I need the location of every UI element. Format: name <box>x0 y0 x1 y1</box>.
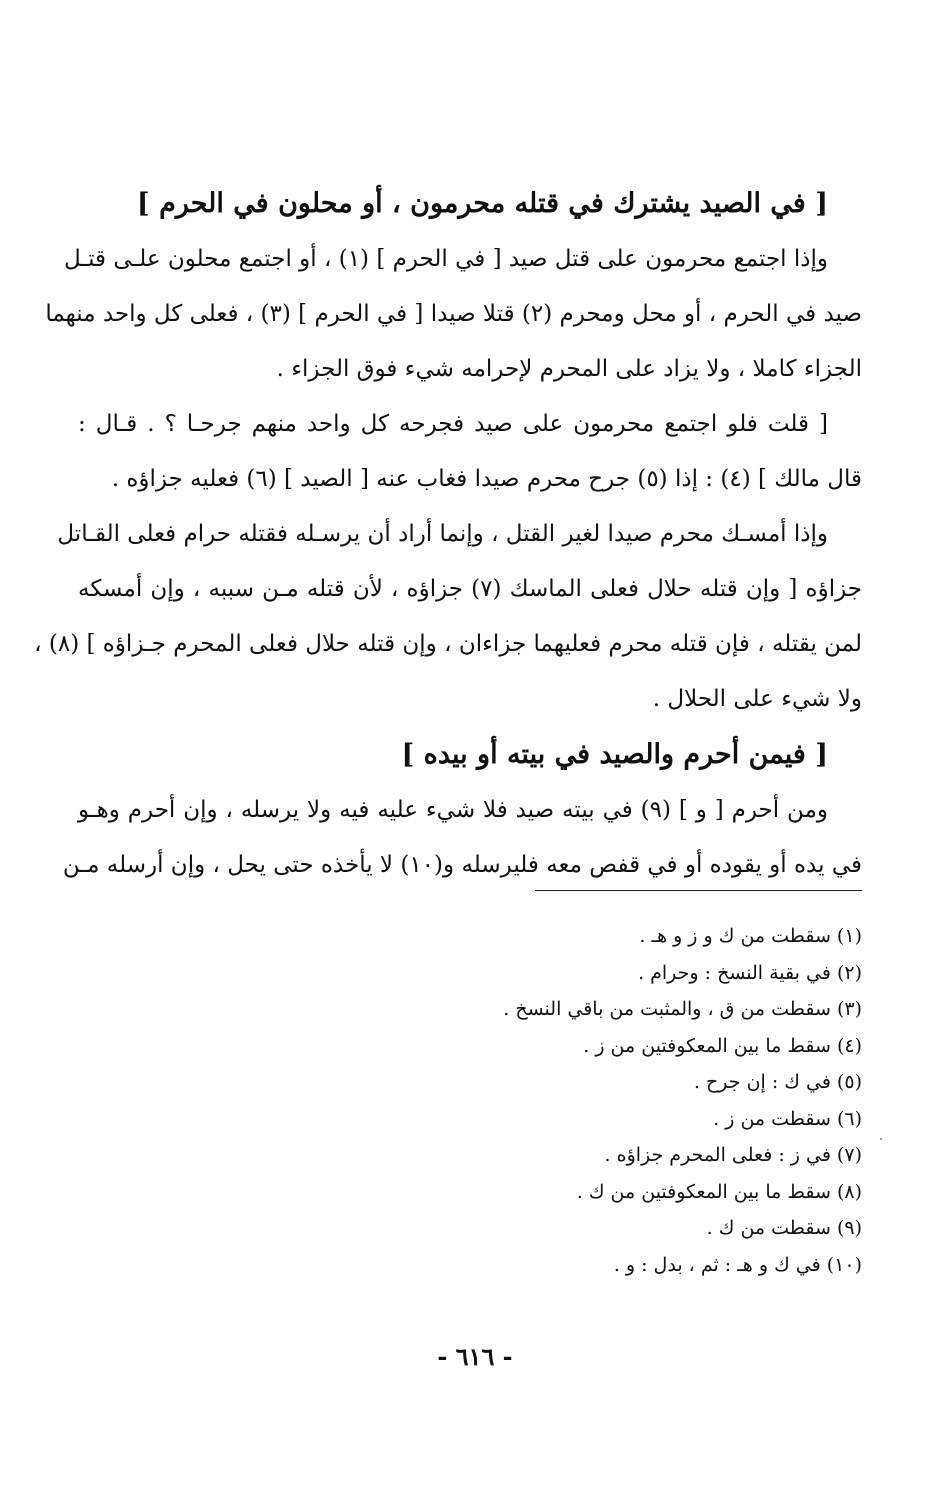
text-line: وإذا أمسـك محرم صيدا لغير القتل ، وإنما أراد أن يرسـله فقتله حرام فعلى القـاتل <box>57 521 828 547</box>
paragraph-4 <box>62 783 862 893</box>
text-line: صيد في الحرم ، أو محل ومحرم (٢) قتلا صيدا [ في الحرم ] (٣) ، فعلى كل واحد منهما <box>45 301 862 327</box>
footnote: (٧) في ز : فعلى المحرم جزاؤه . <box>604 1144 862 1166</box>
text-line: ومن أحرم [ و ] (٩) في بيته صيد فلا شيء عليه فيه ولا يرسله ، وإن أحرم وهـو <box>78 797 828 823</box>
footnote: (١) سقطت من ك و ز و هـ . <box>639 925 862 947</box>
main-text <box>34 176 862 893</box>
text-line: وإذا اجتمع محرمون على قتل صيد [ في الحرم ] (١) ، أو اجتمع محلون علـى قتـل <box>63 246 828 272</box>
section-heading-1: [ في الصيد يشترك في قتله محرمون ، أو محلون في الحرم ] <box>136 188 828 219</box>
paragraph-1 <box>45 232 862 397</box>
paragraph-3 <box>34 507 862 727</box>
footnote: (٩) سقطت من ك . <box>706 1217 862 1239</box>
text-line: [ قلت فلو اجتمع محرمون على صيد فجرحه كل واحد منهم جرحـا ؟ . قـال : <box>78 411 828 437</box>
page-number: - ٦١٦ - <box>437 1342 513 1371</box>
section-heading-2: [ فيمن أحرم والصيد في بيته أو بيده ] <box>401 739 828 770</box>
footnote-separator <box>535 890 862 891</box>
footnote: (٢) في بقية النسخ : وحرام . <box>638 961 862 984</box>
footnote: (٦) سقطت من ز . <box>713 1107 862 1130</box>
footnote: (١٠) في ك و هـ : ثم ، بدل : و . <box>613 1253 862 1276</box>
footnote: (٤) سقط ما بين المعكوفتين من ز . <box>583 1034 862 1057</box>
text-line: في يده أو يقوده أو في قفص معه فليرسله و(١٠) لا يأخذه حتى يحل ، وإن أرسله مـن <box>62 852 862 878</box>
footnote: (٣) سقطت من ق ، والمثبت من باقي النسخ . <box>503 998 862 1020</box>
paragraph-2 <box>78 397 862 507</box>
footnotes <box>342 918 862 1283</box>
footnote: (٥) في ك : إن جرح . <box>693 1071 862 1093</box>
scan-speck <box>880 1138 882 1140</box>
text-line: الجزاء كاملا ، ولا يزاد على المحرم لإحرامه شيء فوق الجزاء . <box>276 356 862 382</box>
text-line: جزاؤه [ وإن قتله حلال فعلى الماسك (٧) جزاؤه ، لأن قتله مـن سببه ، وإن أمسكه <box>78 576 862 602</box>
text-line: قال مالك ] (٤) : إذا (٥) جرح محرم صيدا فغاب عنه [ الصيد ] (٦) فعليه جزاؤه . <box>111 466 862 492</box>
text-line: لمن يقتله ، فإن قتله محرم فعليهما جزاءان ، وإن قتله حلال فعلى المحرم جـزاؤه ] (٨) ، <box>34 631 862 657</box>
footnote: (٨) سقط ما بين المعكوفتين من ك . <box>576 1180 862 1203</box>
text-line: ولا شيء على الحلال . <box>652 686 862 712</box>
